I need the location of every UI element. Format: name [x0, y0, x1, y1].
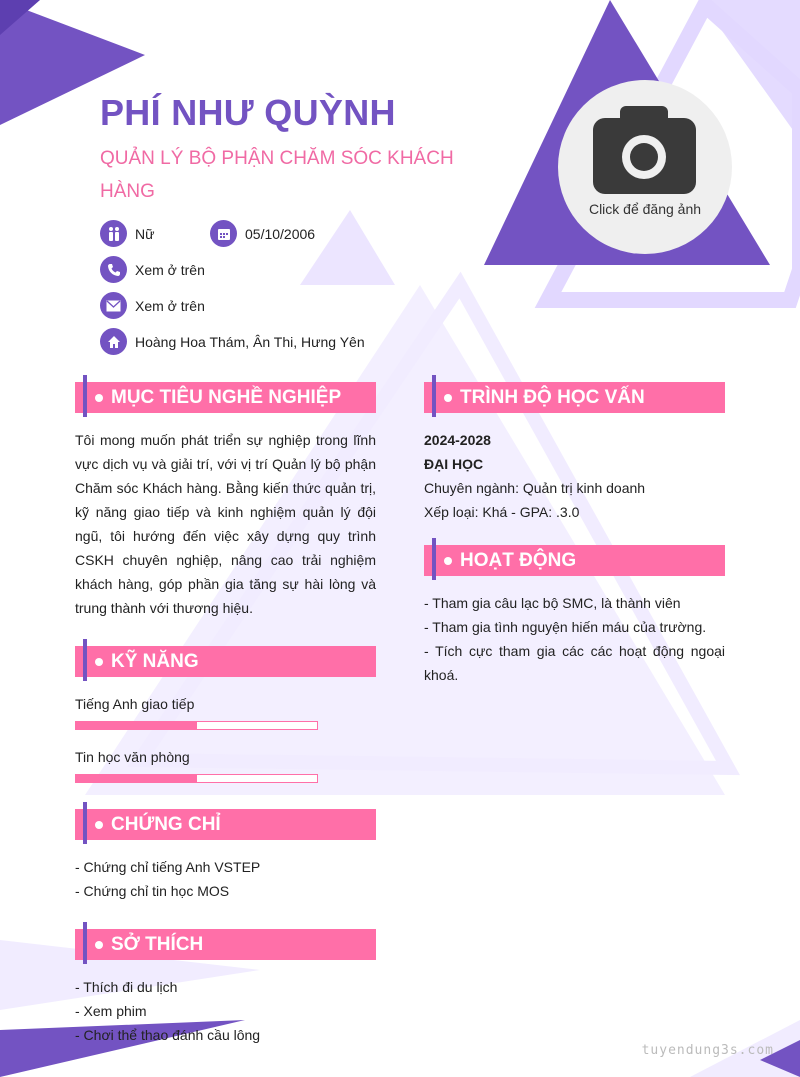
email-row	[100, 292, 205, 319]
skill-level-bar	[75, 774, 318, 783]
skills-heading	[75, 646, 376, 677]
skills-heading-text: KỸ NĂNG	[111, 650, 199, 672]
hobbies-list	[75, 975, 260, 1047]
list-item: - Chứng chỉ tiếng Anh VSTEP	[75, 859, 261, 875]
certificates-list	[75, 855, 260, 903]
birthday-row	[210, 220, 315, 247]
gender-icon	[100, 220, 127, 247]
candidate-name: PHÍ NHƯ QUỲNH	[100, 92, 396, 133]
education-level: ĐẠI HỌC	[424, 456, 484, 472]
home-icon	[100, 328, 127, 355]
mail-icon	[100, 292, 127, 319]
skill-label: Tiếng Anh giao tiếp	[75, 696, 195, 712]
address-value: Hoàng Hoa Thám, Ân Thi, Hưng Yên	[135, 333, 365, 350]
gender-row	[100, 220, 154, 247]
list-item: - Xem phim	[75, 1003, 147, 1019]
birthday-value: 05/10/2006	[245, 225, 316, 242]
phone-value: Xem ở trên	[135, 261, 205, 278]
photo-caption: Click để đăng ảnh	[588, 201, 702, 217]
list-item: - Thích đi du lịch	[75, 979, 178, 995]
skill-level-bar	[75, 721, 318, 730]
certificates-heading	[75, 809, 376, 840]
skill-label: Tin học văn phòng	[75, 749, 190, 765]
hobbies-heading	[75, 929, 376, 960]
activities-heading	[424, 545, 725, 576]
activities-list	[424, 591, 725, 687]
list-item: - Tham gia tình nguyện hiến máu của trường.	[424, 619, 707, 635]
certificates-heading-text: CHỨNG CHỈ	[111, 813, 221, 835]
hobbies-heading-text: SỞ THÍCH	[111, 933, 204, 955]
education-grade: Xếp loại: Khá - GPA: .3.0	[424, 504, 580, 520]
list-item: - Chơi thể thao đánh cầu lông	[75, 1027, 261, 1043]
photo-upload[interactable]	[558, 80, 732, 254]
education-heading	[424, 382, 725, 413]
education-major: Chuyên ngành: Quản trị kinh doanh	[424, 480, 646, 496]
phone-icon	[100, 256, 127, 283]
objective-text: Tôi mong muốn phát triển sự nghiệp trong lĩnh vực dịch vụ và giải trí, với vị trí Quản lý bộ phận Chăm sóc Khách hàng. Bằng kiến thức quản trị, kỹ năng giao tiếp và kinh nghiệm quản lý đội ngũ, tôi hướng đến việc xây dựng quy trình CSKH chuyên nghiệp, nâng cao trải nghiệm khách hàng, góp phần gia tăng sự hài lòng và trung thành với thương hiệu.	[75, 432, 376, 616]
gender-value: Nữ	[135, 225, 155, 242]
job-title: QUẢN LÝ BỘ PHẬN CHĂM SÓC KHÁCH HÀNG	[100, 148, 454, 202]
objective-heading	[75, 382, 376, 413]
list-item: - Chứng chỉ tin học MOS	[75, 883, 230, 899]
phone-row	[100, 256, 205, 283]
watermark: tuyendung3s.com	[641, 1043, 774, 1058]
list-item: - Tham gia câu lạc bộ SMC, là thành viên	[424, 595, 681, 611]
education-heading-text: TRÌNH ĐỘ HỌC VẤN	[460, 386, 645, 408]
skill-level-fill	[76, 775, 197, 782]
list-item: - Tích cực tham gia các các hoạt động ngoại khoá.	[424, 643, 725, 683]
skill-level-fill	[76, 722, 197, 729]
education-years: 2024-2028	[424, 432, 491, 448]
camera-icon	[558, 80, 732, 254]
address-row	[100, 328, 365, 355]
education-details	[424, 428, 725, 524]
activities-heading-text: HOẠT ĐỘNG	[460, 549, 577, 571]
calendar-icon	[210, 220, 237, 247]
email-value: Xem ở trên	[135, 297, 205, 314]
objective-heading-text: MỤC TIÊU NGHỀ NGHIỆP	[111, 386, 342, 408]
